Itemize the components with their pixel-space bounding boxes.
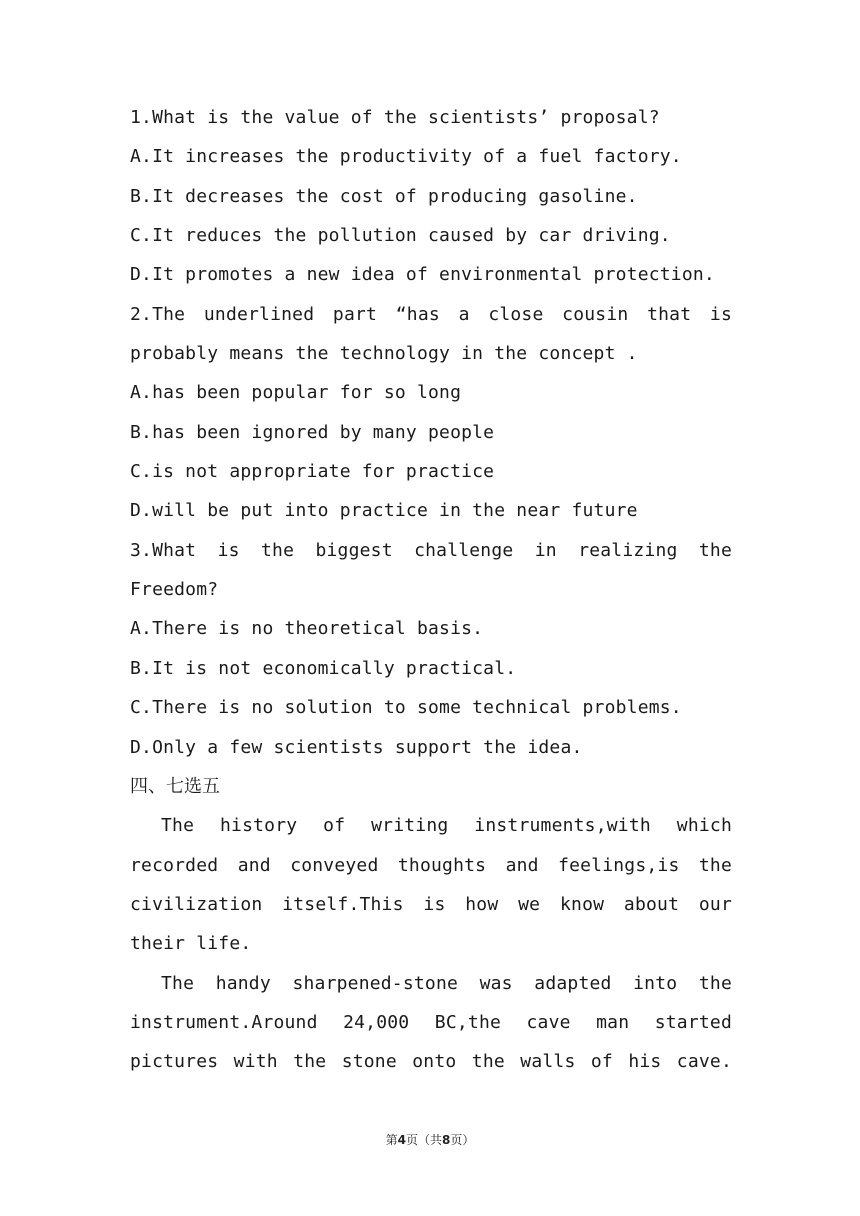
passage-p2-line-3: [130, 1042, 732, 1081]
passage-p1-line-4: their life.: [130, 933, 252, 955]
footer-suffix: 页）: [450, 1133, 475, 1147]
question-1-stem: 1.What is the value of the scientists’ proposal?: [130, 107, 660, 128]
question-1-option-d: D.It promotes a new idea of environmental protection.: [130, 264, 715, 286]
question-1-option-a: A.It increases the productivity of a fuel factory.: [130, 146, 682, 168]
footer-middle: 页（共: [405, 1133, 442, 1147]
question-2-option-c: C.is not appropriate for practice: [130, 461, 495, 483]
question-2-option-a: A.has been popular for so long: [130, 382, 462, 404]
passage-p1-line-3: civilization itself.This is how we know about our: [130, 893, 732, 915]
question-1-option-c: C.It reduces the pollution caused by car driving.: [130, 225, 671, 247]
question-3-option-b: B.It is not economically practical.: [130, 657, 517, 679]
passage-p2-line-1: The handy sharpened-stone was adapted into the: [161, 972, 732, 994]
question-3-option-c: C.There is no solution to some technical problems.: [130, 697, 682, 719]
footer-page-number: 4: [397, 1133, 406, 1147]
question-3-stem-line-2: Freedom?: [130, 579, 219, 601]
section-heading: 四、七选五: [130, 775, 220, 797]
question-2-option-d: D.will be put into practice in the near future: [130, 500, 638, 522]
passage-p2-line-3-text: pictures with the stone onto the walls of his cave.: [130, 1051, 732, 1073]
question-2-stem-line-1: 2.The underlined part “has a close cousin that is: [130, 303, 732, 325]
footer-prefix: 第: [385, 1133, 398, 1147]
question-3-stem-line-1: 3.What is the biggest challenge in realizing the: [130, 539, 732, 561]
page-content: [130, 98, 732, 1082]
question-2-option-b: B.has been ignored by many people: [130, 421, 495, 443]
question-3-option-d: D.Only a few scientists support the idea.: [130, 736, 583, 758]
footer-total-pages: 8: [442, 1133, 451, 1147]
passage-p1-line-2: recorded and conveyed thoughts and feelings,is the: [130, 854, 732, 876]
passage-p2-line-2: instrument.Around 24,000 BC,the cave man started: [130, 1011, 732, 1033]
page-footer: [0, 1131, 860, 1148]
question-3-option-a: A.There is no theoretical basis.: [130, 618, 484, 640]
passage-p1-line-1: The history of writing instruments,with which: [161, 815, 732, 837]
question-1-option-b: B.It decreases the cost of producing gasoline.: [130, 185, 638, 207]
question-2-stem-line-2: probably means the technology in the concept .: [130, 343, 638, 365]
